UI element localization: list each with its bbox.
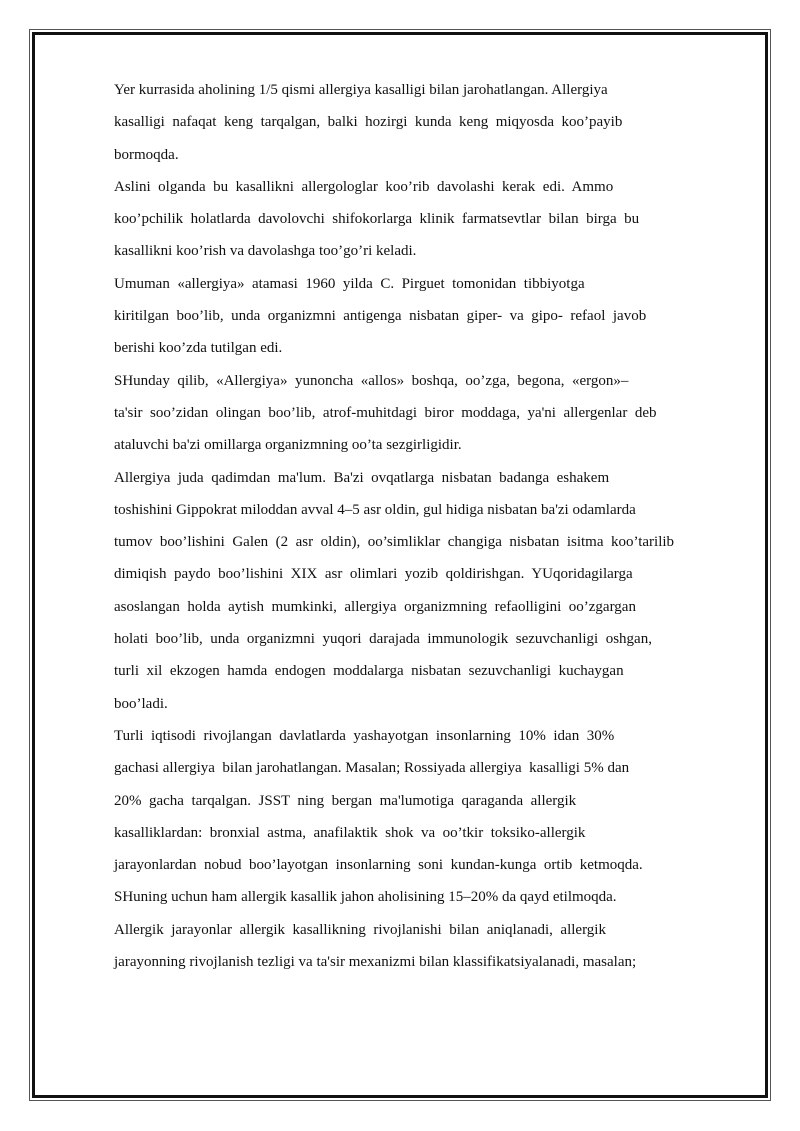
text-line: kiritilgan boo’lib, unda organizmni antigenga nisbatan giper- va gipo- refaol javob <box>114 308 647 325</box>
document-body <box>114 74 726 978</box>
text-line: 20% gacha tarqalgan. JSST ning bergan ma'lumotiga qaraganda allergik <box>114 792 577 809</box>
text-line: tumov boo’lishini Galen (2 asr oldin), oo’simliklar changiga nisbatan isitma koo’tarilib <box>114 534 675 551</box>
text-line: dimiqish paydo boo’lishini XIX asr olimlari yozib qoldirishgan. YUqoridagilarga <box>114 566 633 583</box>
text-line: Aslini olganda bu kasallikni allergologlar koo’rib davolashi kerak edi. Ammo <box>114 178 614 195</box>
text-line: Yer kurrasida aholining 1/5 qismi allergiya kasalligi bilan jarohatlangan. Allergiya <box>114 82 608 98</box>
text-line: kasalligi nafaqat keng tarqalgan, balki hozirgi kunda keng miqyosda koo’payib <box>114 114 623 131</box>
text-line: gachasi allergiya bilan jarohatlangan. Masalan; Rossiyada allergiya kasalligi 5% dan <box>114 760 630 777</box>
text-line: Umuman «allergiya» atamasi 1960 yilda C. Pirguet tomonidan tibbiyotga <box>114 275 585 292</box>
text-line: koo’pchilik holatlarda davolovchi shifokorlarga klinik farmatsevtlar bilan birga bu <box>114 211 640 228</box>
text-line: toshishini Gippokrat miloddan avval 4–5 asr oldin, gul hidiga nisbatan ba'zi odamlarda <box>114 501 636 518</box>
text-line: jarayonlardan nobud boo’layotgan insonlarning soni kundan-kunga ortib ketmoqda. <box>114 857 643 874</box>
text-line: berishi koo’zda tutilgan edi. <box>114 340 283 357</box>
text-line: Allergiya juda qadimdan ma'lum. Ba'zi ovqatlarga nisbatan badanga eshakem <box>114 469 610 486</box>
text-line: boo’ladi. <box>114 695 168 712</box>
text-line: ta'sir soo’zidan olingan boo’lib, atrof-muhitdagi biror moddaga, ya'ni allergenlar deb <box>114 404 657 421</box>
text-line: jarayonning rivojlanish tezligi va ta'sir mexanizmi bilan klassifikatsiyalanadi, masalan; <box>114 954 637 971</box>
text-line: asoslangan holda aytish mumkinki, allergiya organizmning refaolligini oo’zgargan <box>114 598 636 615</box>
text-line: SHuning uchun ham allergik kasallik jahon aholisining 15–20% da qayd etilmoqda. <box>114 889 617 906</box>
text-line: bormoqda. <box>114 146 179 163</box>
text-line: ataluvchi ba'zi omillarga organizmning oo’ta sezgirligidir. <box>114 437 462 454</box>
text-line: Turli iqtisodi rivojlangan davlatlarda yashayotgan insonlarning 10% idan 30% <box>114 727 615 744</box>
text-line: Allergik jarayonlar allergik kasallikning rivojlanishi bilan aniqlanadi, allergik <box>114 921 606 938</box>
text-line: kasallikni koo’rish va davolashga too’go’ri keladi. <box>114 243 417 260</box>
text-line: kasalliklardan: bronxial astma, anafilaktik shok va oo’tkir toksiko-allergik <box>114 824 586 841</box>
text-line: SHunday qilib, «Allergiya» yunoncha «allos» boshqa, oo’zga, begona, «ergon»– <box>114 372 629 389</box>
text-line: holati boo’lib, unda organizmni yuqori darajada immunologik sezuvchanligi oshgan, <box>114 631 652 648</box>
text-line: turli xil ekzogen hamda endogen moddalarga nisbatan sezuvchanligi kuchaygan <box>114 663 624 680</box>
